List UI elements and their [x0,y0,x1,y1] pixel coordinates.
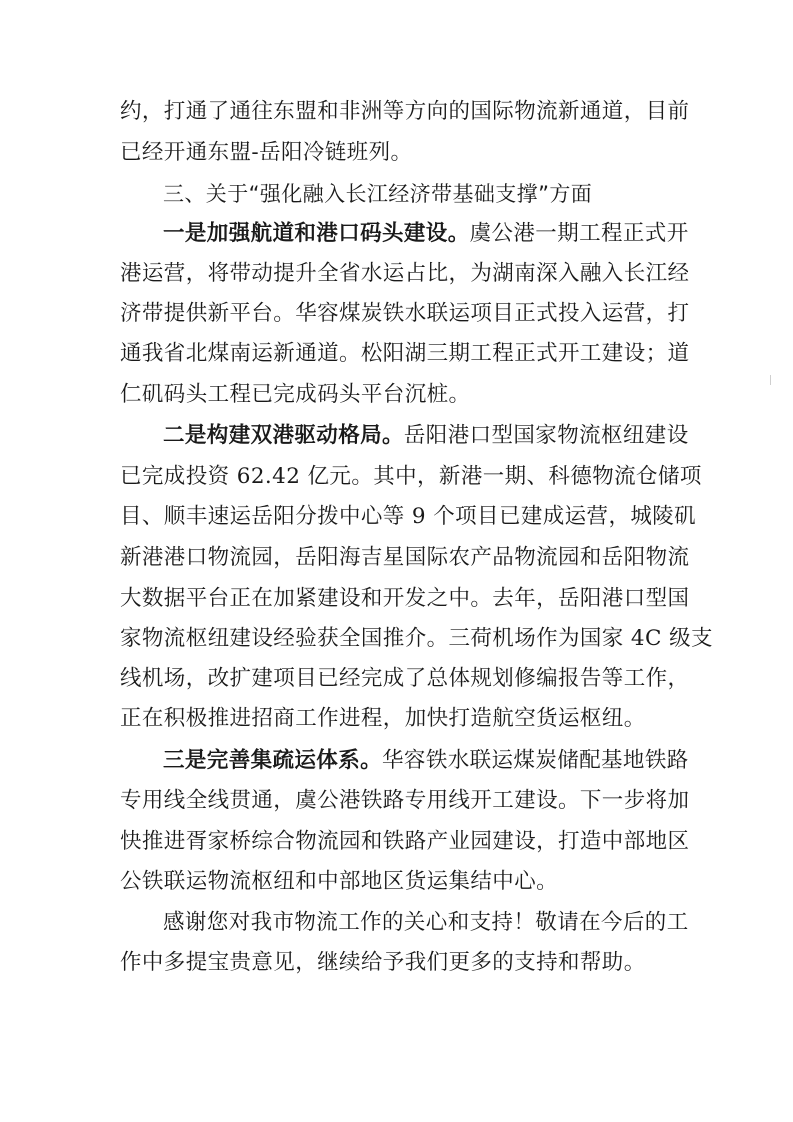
item-1-first-line [163,219,689,249]
item-3-lead: 三是完善集疏运体系。 [163,748,383,773]
text-line: 目、顺丰速运岳阳分拨中心等 9 个项目已建成运营，城陵矶 [120,504,697,529]
text-line: 港运营，将带动提升全省水运占比，为湖南深入融入长江经 [120,261,690,286]
text-line: 济带提供新平台。华容煤炭铁水联运项目正式投入运营，打 [120,301,690,326]
item-2-first-line [163,421,689,451]
scan-artifact [770,375,771,385]
section-heading: 三、关于“强化融入长江经济带基础支撑”方面 [163,182,593,206]
text-line: 新港港口物流园，岳阳海吉星国际农产品物流园和岳阳物流 [120,545,690,570]
text-line: 公铁联运物流枢纽和中部地区货运集结中心。 [120,869,559,894]
item-2-lead: 二是构建双港驱动格局。 [163,423,404,448]
text-line: 已完成投资 62.42 亿元。其中，新港一期、科德物流仓储项 [120,464,702,489]
text-line: 通我省北煤南运新通道。松阳湖三期工程正式开工建设；道 [120,341,690,366]
item-1-first-line-text: 虞公港一期工程正式开 [469,221,689,246]
text-line: 专用线全线贯通，虞公港铁路专用线开工建设。下一步将加 [120,788,690,813]
text-line: 线机场，改扩建项目已经完成了总体规划修编报告等工作， [120,666,690,691]
item-1-lead: 一是加强航道和港口码头建设。 [163,221,470,246]
item-2-first-line-text: 岳阳港口型国家物流枢纽建设 [403,423,689,448]
text-line: 家物流枢纽建设经验获全国推介。三荷机场作为国家 4C 级支 [120,626,713,651]
text-line: 已经开通东盟-岳阳冷链班列。 [120,140,413,165]
item-3-first-line-text: 华容铁水联运煤炭储配基地铁路 [382,748,689,773]
text-line: 作中多提宝贵意见，继续给予我们更多的支持和帮助。 [120,950,646,975]
item-3-first-line [163,746,689,776]
closing-first-line: 感谢您对我市物流工作的关心和支持！敬请在今后的工 [163,910,689,935]
text-line: 仁矶码头工程已完成码头平台沉桩。 [120,382,471,407]
text-line: 约，打通了通往东盟和非洲等方向的国际物流新通道，目前 [120,99,690,124]
text-line: 大数据平台正在加紧建设和开发之中。去年，岳阳港口型国 [120,586,690,611]
text-line: 快推进胥家桥综合物流园和铁路产业园建设，打造中部地区 [120,829,690,854]
text-line: 正在积极推进招商工作进程，加快打造航空货运枢纽。 [120,706,646,731]
